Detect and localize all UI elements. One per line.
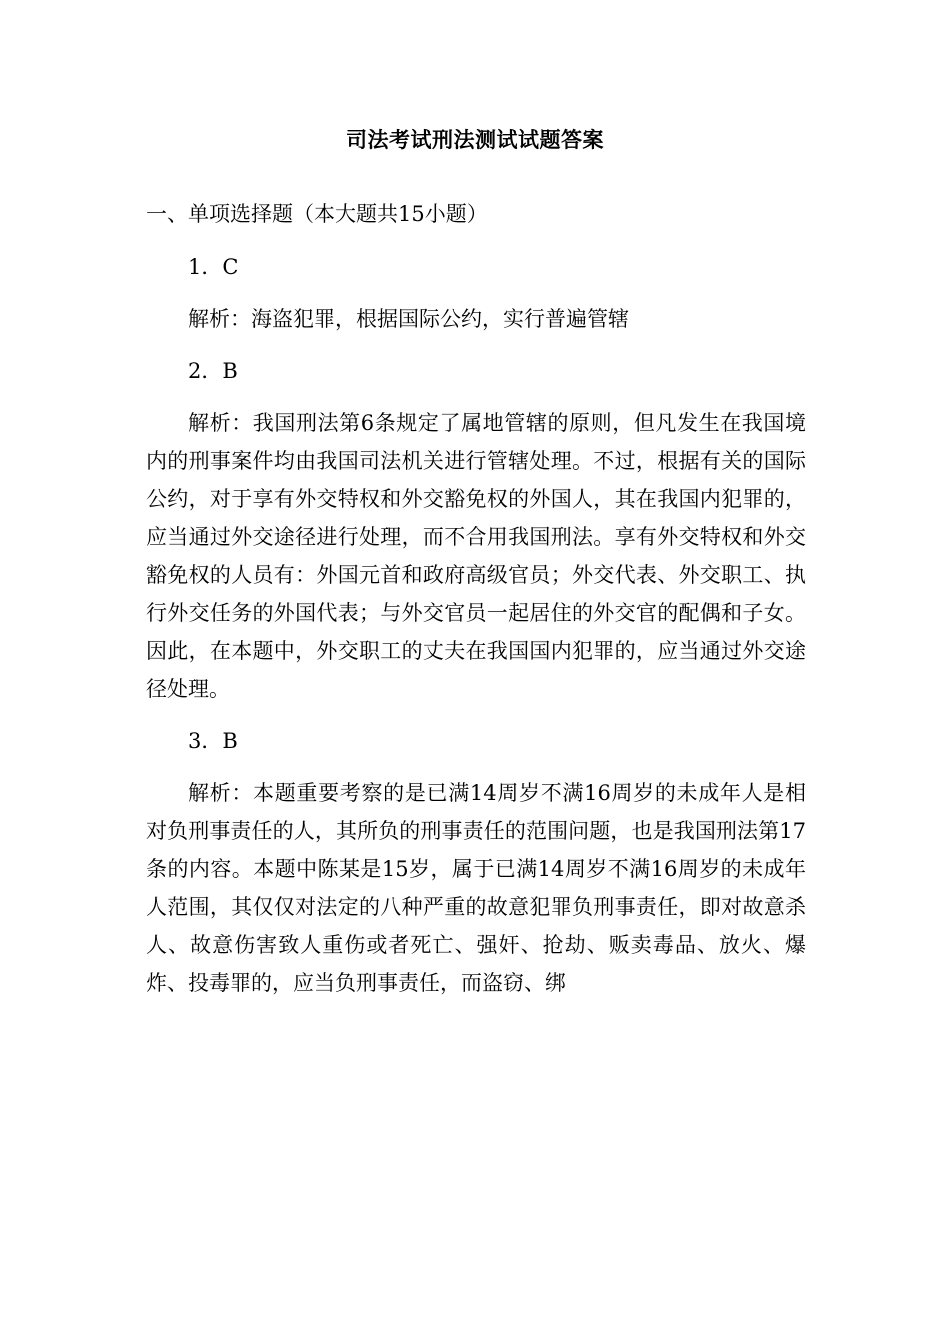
answer-1: 1．C <box>188 255 239 279</box>
answer-2: 2．B <box>188 359 238 383</box>
page-title: 司法考试刑法测试试题答案 <box>346 127 604 152</box>
analysis-3: 解析：本题重要考察的是已满14周岁不满16周岁的未成年人是相对负刑事责任的人，其所负的刑事责任的范围问题，也是我国刑法第17条的内容。本题中陈某是15岁，属于已满14周岁不满16周岁的未成年人范围，其仅仅对法定的八种严重的故意犯罪负刑事责任，即对故意杀人、故意伤害致人重伤或者死亡、强奸、抢劫、贩卖毒品、放火、爆炸、投毒罪的，应当负刑事责任，而盗窃、绑 <box>146 781 806 995</box>
answer-3: 3．B <box>188 729 238 753</box>
analysis-2: 解析：我国刑法第6条规定了属地管辖的原则，但凡发生在我国境内的刑事案件均由我国司法机关进行管辖处理。不过，根据有关的国际公约，对于享有外交特权和外交豁免权的外国人，其在我国内犯罪的，应当通过外交途径进行处理，而不合用我国刑法。享有外交特权和外交豁免权的人员有：外国元首和政府高级官员；外交代表、外交职工、执行外交任务的外国代表；与外交官员一起居住的外交官的配偶和子女。因此，在本题中，外交职工的丈夫在我国国内犯罪的，应当通过外交途径处理。 <box>146 411 806 701</box>
answers-body <box>146 248 806 1016</box>
section-heading: 一、单项选择题（本大题共15小题） <box>146 202 488 226</box>
analysis-1: 解析：海盗犯罪，根据国际公约，实行普遍管辖 <box>188 307 629 331</box>
